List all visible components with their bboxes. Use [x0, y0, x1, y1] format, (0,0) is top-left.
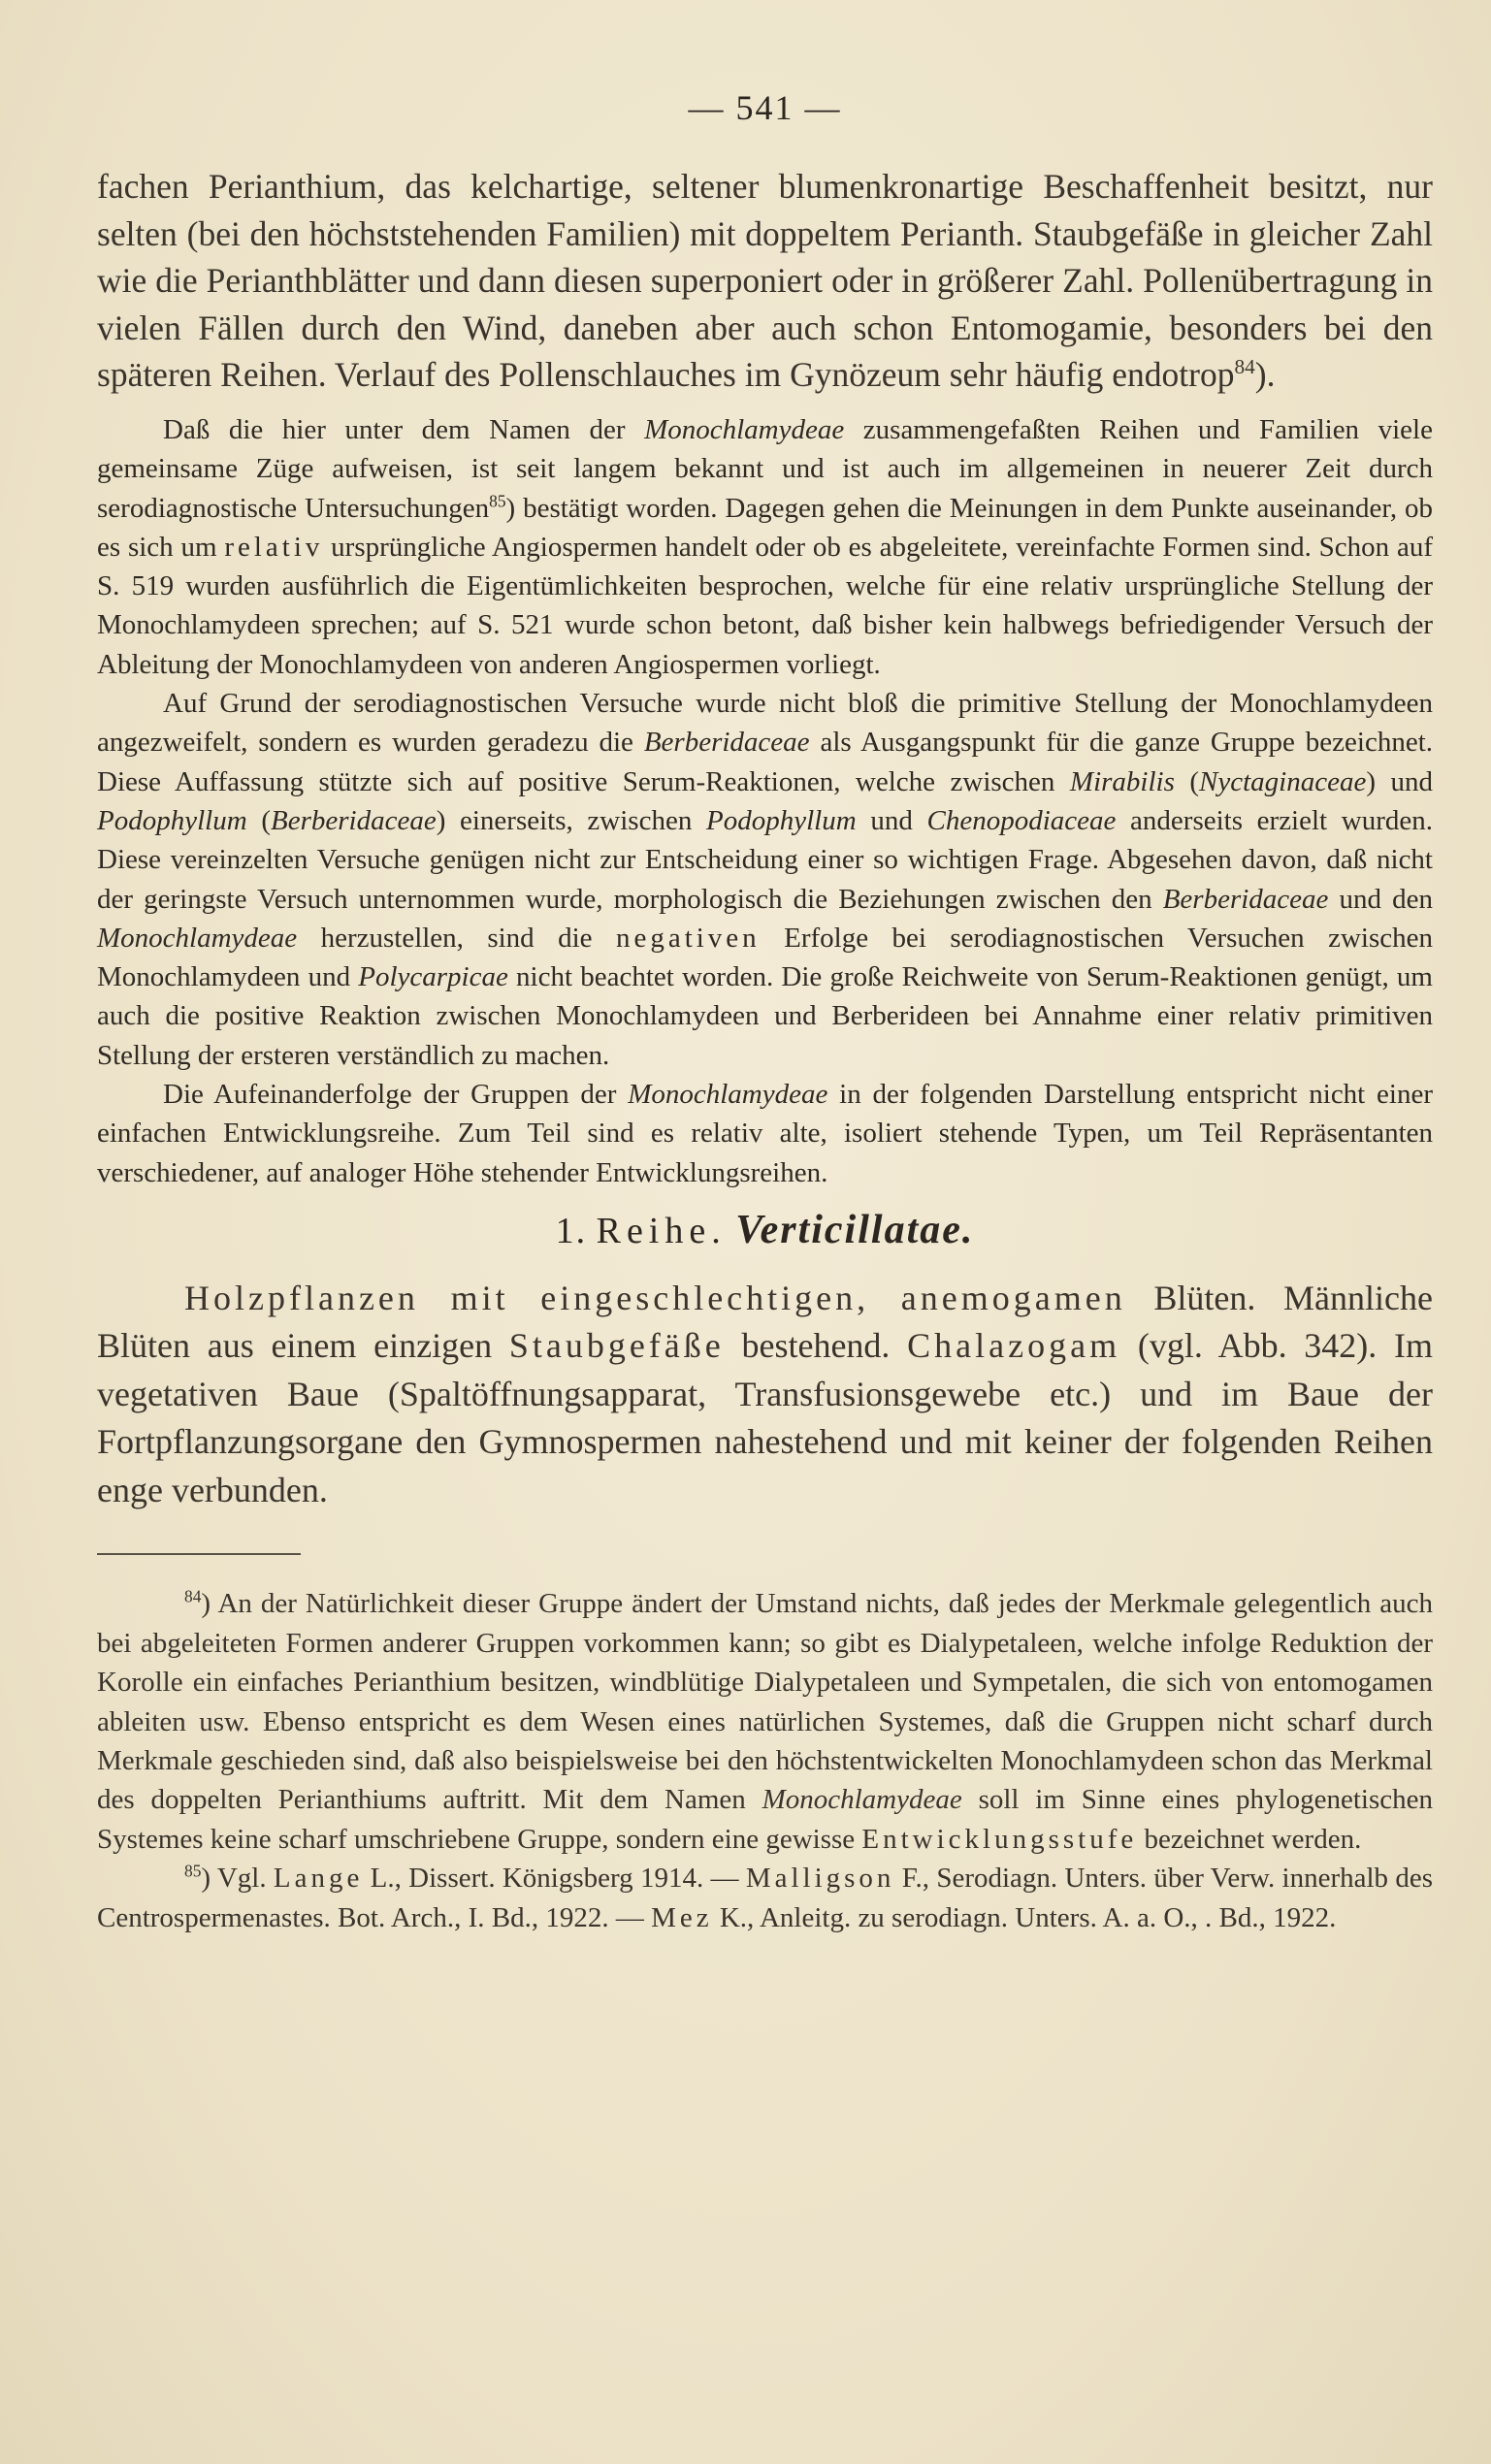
footnote-mark-85: 85 [184, 1861, 202, 1881]
lead-paragraph [97, 163, 1433, 399]
footnote-ref-85: 85 [489, 490, 506, 510]
footnote-divider [97, 1553, 301, 1555]
series-heading: 1. Reihe. Verticillatae. [555, 1207, 975, 1252]
body-text [97, 410, 1433, 1192]
series-name: Verticillatae. [735, 1207, 975, 1252]
paragraph-serodiagnostic: Auf Grund der serodiagnostischen Versuche wurde nicht bloß die primitive Stellung der Monochlamydeen angezweifelt, sondern es wurden geradezu die Berberidaceae als Ausgangspunkt für die ganze Gruppe bezeichnet. Diese Auffassung stützte sich auf positive Serum-Reaktionen, welche zwischen Mirabilis (Nyctaginaceae) und Podophyllum (Berberidaceae) einerseits, zwischen Podophyllum und Chenopodiaceae anderseits erzielt wurden. Diese vereinzelten Versuche genügen nicht zur Entscheidung einer so wichtigen Frage. Abgesehen davon, daß nicht der geringste Versuch unternommen wurde, morphologisch die Beziehungen zwischen den Berberidaceae und den Monochlamydeae herzustellen, sind die negativen Erfolge bei serodiagnostischen Versuchen zwischen Monochlamydeen und Polycarpicae nicht beachtet worden. Die große Reichweite von Serum-Reaktionen genügt, um auch die positive Reaktion zwischen Monochlamydeen und Berberideen bei Annahme einer relativ primitiven Stellung der ersteren verständlich zu machen. [97, 688, 1433, 1071]
footnote-ref-84: 84 [1234, 355, 1255, 379]
verticillatae-description: Holzpflanzen mit eingeschlechtigen, anemogamen Blüten. Männliche Blüten aus einem einzigen Staubgefäße bestehend. Chalazogam (vgl. Abb. 342). Im vegetativen Baue (Spaltöffnungsapparat, Transfusionsgewebe etc.) und im Baue der Fortpflanzungsorgane den Gymnospermen nahestehend und mit keiner der folgenden Reihen enge verbunden. [97, 1278, 1434, 1509]
page-number: — 541 — [688, 88, 842, 127]
paragraph-sequence: Die Aufeinanderfolge der Gruppen der Monochlamydeae in der folgenden Darstellung entspricht nicht einer einfachen Entwicklungsreihe. Zum Teil sind es relativ alte, isoliert stehende Typen, um Teil Repräsentanten verschiedener, auf analoger Höhe stehender Entwicklungsreihen. [97, 1079, 1433, 1188]
footnote-85: $^{85}$) Vgl. Lange L., Dissert. Königsberg 1914. — Malligson F., Serodiagn. Unters. über Verw. innerhalb des Centrospermenastes. Bot. Arch., I. Bd., 1922. — Mez K., Anleitg. zu serodiagn. Unters. A. a. O., . Bd., 1922. [97, 1861, 1433, 1933]
footnote-mark-84: 84 [184, 1586, 202, 1606]
lead-text: fachen Perianthium, das kelchartige, seltener blumenkronartige Beschaffenheit besitzt, nur selten (bei den höchststehenden Familien) mit doppeltem Perianth. Staubgefäße in gleicher Zahl wie die Perianthblätter und dann diesen superponiert oder in größerer Zahl. Pollenübertragung in vielen Fällen durch den Wind, daneben aber auch schon Entomogamie, besonders bei den späteren Reihen. Verlauf des Pollenschlauches im Gynözeum sehr häufig endotrop$^{84}$). [97, 167, 1433, 395]
series-description [97, 1275, 1433, 1515]
footnotes [97, 1584, 1433, 1937]
paragraph-monochlamydeae-overview: Daß die hier unter dem Namen der Monochlamydeae zusammengefaßten Reihen und Familien viele gemeinsame Züge aufweisen, ist seit langem bekannt und ist auch im allgemeinen in neuerer Zeit durch serodiagnostische Untersuchungen$^{85}$) bestätigt worden. Dagegen gehen die Meinungen in dem Punkte auseinander, ob es sich um relativ ursprüngliche Angiospermen handelt oder ob es abgeleitete, vereinfachte Formen sind. Schon auf S. 519 wurden ausführlich die Eigentümlichkeiten besprochen, welche für eine relativ ursprüngliche Stellung der Monochlamydeen sprechen; auf S. 521 wurde schon betont, daß bisher kein halbwegs befriedigender Versuch der Ableitung der Monochlamydeen von anderen Angiospermen vorliegt. [97, 413, 1433, 680]
footnote-84: $^{84}$) An der Natürlichkeit dieser Gruppe ändert der Umstand nichts, daß jedes der Merkmale gelegentlich auch bei abgeleiteten Formen anderer Gruppen vorkommen kann; so gibt es Dialypetaleen, welche infolge Reduktion der Korolle ein einfaches Perianthium besitzen, windblütige Dialypetaleen und Sympetalen, die sich von entomogamen ableiten usw. Ebenso entspricht es dem Wesen eines natürlichen Systemes, daß die Gruppen nicht scharf durch Merkmale geschieden sind, daß also beispielsweise bei den höchstentwickelten Monochlamydeen schon das Merkmal des doppelten Perianthiums auftritt. Mit dem Namen Monochlamydeae soll im Sinne eines phylogenetischen Systemes keine scharf umschriebene Gruppe, sondern eine gewisse Entwicklungsstufe bezeichnet werden. [97, 1586, 1433, 1855]
